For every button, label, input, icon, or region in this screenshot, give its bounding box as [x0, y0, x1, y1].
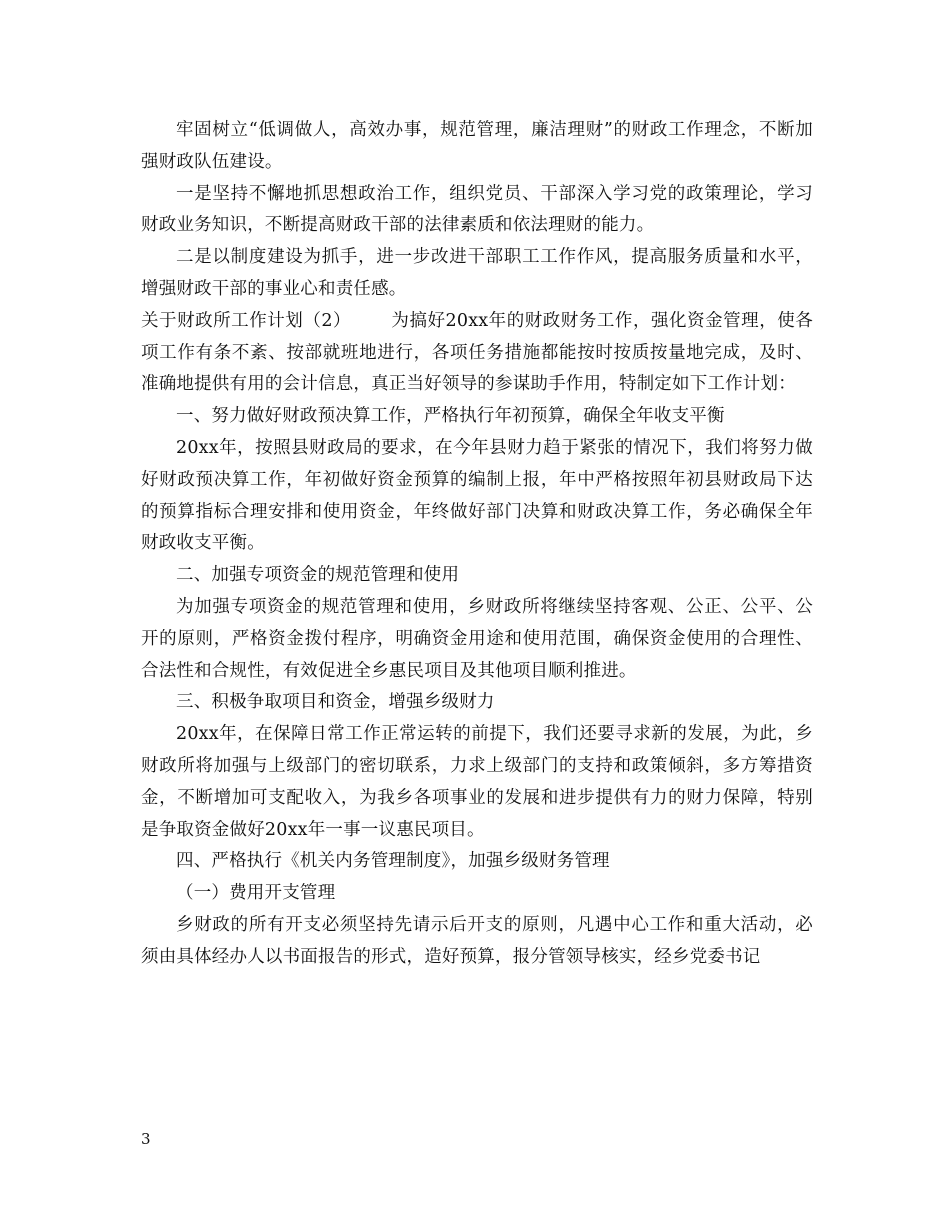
section-heading: 二、加强专项资金的规范管理和使用	[176, 565, 460, 586]
page-number: 3	[141, 1130, 151, 1148]
section-heading: 一、努力做好财政预决算工作，严格执行年初预算，确保全年收支平衡	[176, 406, 725, 427]
paragraph: 一是坚持不懈地抓思想政治工作，组织党员、干部深入学习党的政策理论，学习财政业务知识，不断提高财政干部的法律素质和依法理财的能力。	[141, 183, 813, 236]
paragraph: 为加强专项资金的规范管理和使用，乡财政所将继续坚持客观、公正、公平、公开的原则，严格资金拨付程序，明确资金用途和使用范围，确保资金使用的合理性、合法性和合规性，有效促进全乡惠民项目及其他项目顺利推进。	[141, 596, 813, 681]
document-body	[141, 115, 813, 974]
subsection-heading: （一）费用开支管理	[176, 883, 336, 904]
paragraph: 20xx年，按照县财政局的要求，在今年县财力趋于紧张的情况下，我们将努力做好财政预决算工作，年初做好资金预算的编制上报，年中严格按照年初县财政局下达的预算指标合理安排和使用资金，年终做好部门决算和财政决算工作，务必确保全年财政收支平衡。	[141, 437, 813, 554]
paragraph: 乡财政的所有开支必须坚持先请示后开支的原则，凡遇中心工作和重大活动，必须由具体经办人以书面报告的形式，造好预算，报分管领导核实，经乡党委书记	[141, 914, 813, 967]
section-title: 关于财政所工作计划（2）	[141, 310, 352, 331]
section-heading: 四、严格执行《机关内务管理制度》，加强乡级财务管理	[176, 851, 610, 872]
intro-paragraph	[141, 306, 813, 401]
paragraph: 二是以制度建设为抓手，进一步改进干部职工工作作风，提高服务质量和水平，增强财政干部的事业心和责任感。	[141, 247, 813, 299]
paragraph: 20xx年，在保障日常工作正常运转的前提下，我们还要寻求新的发展，为此，乡财政所将加强与上级部门的密切联系，力求上级部门的支持和政策倾斜，多方筹措资金，不断增加可支配收入，为我乡各项事业的发展和进步提供有力的财力保障，特别是争取资金做好20xx年一事一议惠民项目。	[141, 724, 813, 840]
paragraph: 牢固树立“低调做人，高效办事，规范管理，廉洁理财”的财政工作理念，不断加强财政队伍建设。	[141, 120, 813, 172]
section-heading: 三、积极争取项目和资金，增强乡级财力	[176, 692, 495, 713]
intro-text: 为搞好20xx年的财政财务工作，强化资金管理，使各项工作有条不紊、按部就班地进行，各项任务措施都能按时按质按量地完成，及时、准确地提供有用的会计信息，真正当好领导的参谋助手作用，特制定如下工作计划：	[141, 310, 813, 395]
